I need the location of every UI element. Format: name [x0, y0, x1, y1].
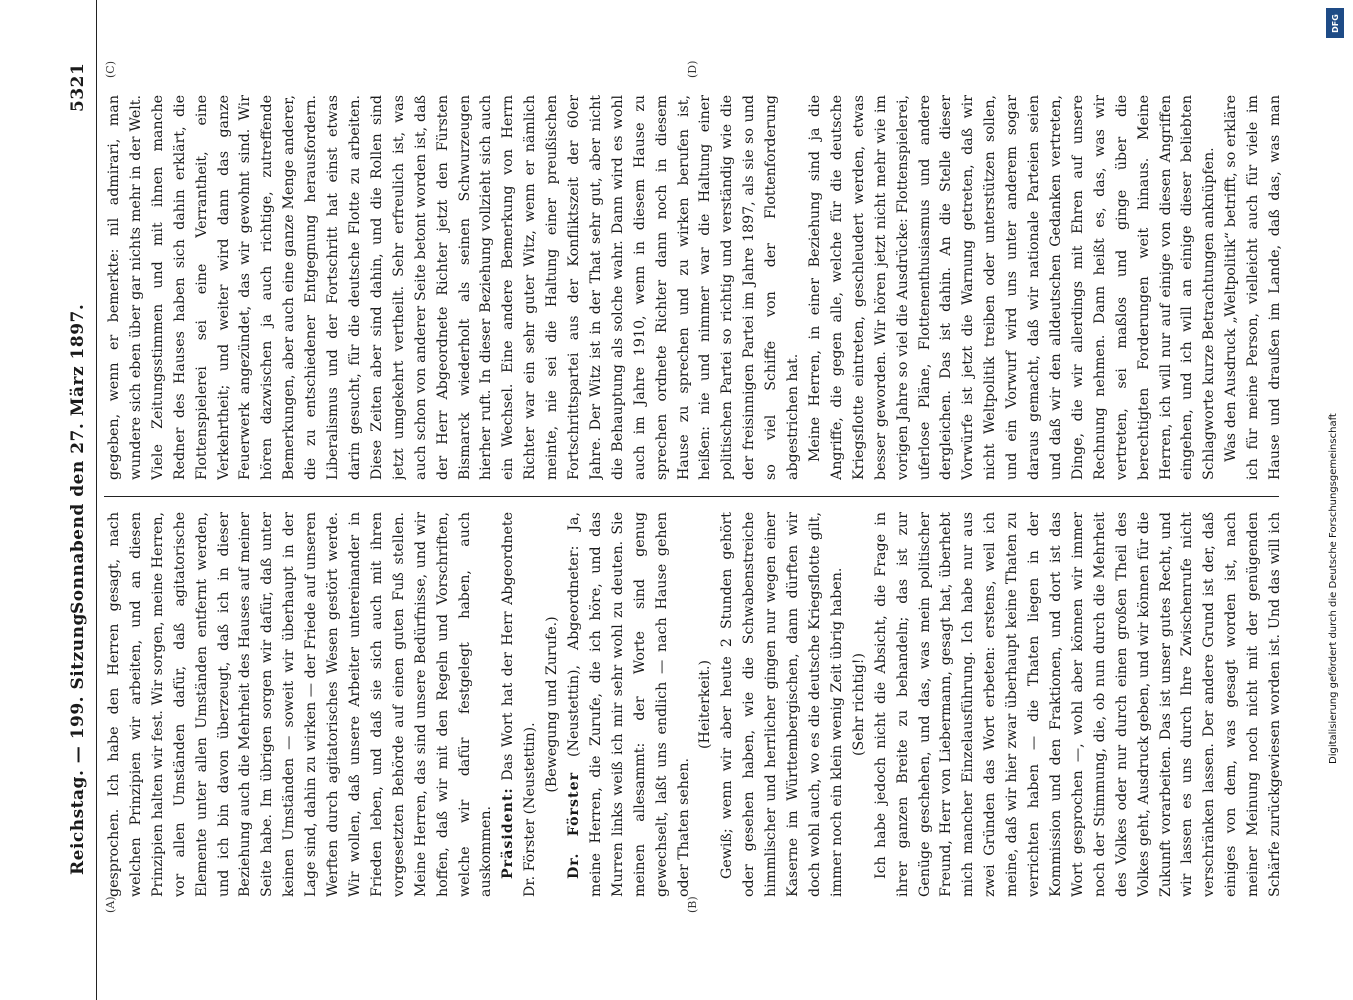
dfg-logo-text: DFG [1330, 13, 1340, 33]
stage-direction: (Bewegung und Zurufe.) [544, 616, 561, 793]
paragraph: Ich habe jedoch nicht die Absicht, die Frage in ihrer ganzen Breite zu behandeln; das ist zur Genüge geschehen, und das, was mein politischer Freund, Herr von Liebermann, gesagt hat, überhebt mich mancher Einzelausführung. Ich habe nur aus zwei Gründen das Wort erbeten: erstens, weil ich meine, daß wir hier zwar überhaupt keine Thaten zu verrichten haben — die Thaten liegen in der Kommission und den Fraktionen, und dort ist das Wort gesprochen —, wohl aber können wir immer noch der Stimmung, die, ob nun durch die Mehrheit des Volkes oder nur durch einen großen Theil des Volkes geht, Ausdruck geben, und wir können für die Zukunft vorarbeiten. Das ist unser gutes Recht, und wir lassen es uns durch Ihre Zwischenrufe nicht verschränken lassen. Der andere Grund ist der, daß einiges von dem, was gesagt worden ist, nach meiner Meinung noch nicht mit der genügenden Schärfe zurückgewiesen worden ist. Und das will ich [872, 512, 1284, 897]
margin-mark-b: (B) [686, 896, 699, 913]
paragraph [498, 512, 542, 897]
column-divider [104, 496, 1279, 497]
page-header [62, 0, 97, 1000]
right-text-column [104, 95, 1284, 480]
paragraph [564, 512, 695, 897]
paragraph: Meine Herren, in einer Beziehung sind ja die Angriffe, die gegen alle, welche für die deutsche Kriegsflotte eintreten, geschleudert werden, etwas besser geworden. Wir hören jetzt nicht mehr wie im vorigen Jahre so viel die Ausdrücke: Flottenspielerei, uferlose Pläne, Flottenenthusiasmus und andere dergleichen. Das ist dahin. An die Stelle dieser Vorwürfe ist jetzt die Warnung getreten, daß wir nicht Weltpolitik treiben oder unterstützen sollen, und ein Vorwurf wird uns unter anderem sogar daraus gemacht, daß wir nationale Parteien seien und daß wir den alldeutschen Gedanken vertreten, Dinge, die wir allerdings mit Ehren auf unsere Rechnung nehmen. Dann heißt es, das, was wir vertreten, sei maßlos und ginge über die berechtigten Forderungen weit hinaus. Meine Herren, ich will nur auf einige von diesen Angriffen eingehen, und ich will an einige dieser beliebten Schlagworte kurze Betrachtungen anknüpfen. [807, 95, 1218, 480]
stage-direction: (Sehr richtig!) [850, 652, 867, 757]
paragraph: Gewiß; wenn wir aber heute 2 Stunden gehört oder gesehen haben, wie die Schwabenstreiche himmlischer und herrlicher gingen nur wegen einer Kaserne im Württembergischen, dann dürften wir doch wohl auch, wo es die deutsche Kriegsflotte gilt, immer noch ein klein wenig Zeit übrig haben. [719, 512, 845, 897]
paragraph-text: Das Wort hat der Herr Abgeordnete Dr. Förster (Neustettin). [500, 512, 539, 897]
speaker-name: Dr. Förster [566, 771, 583, 879]
header-date: Sonnabend den 27. März 1897. [68, 303, 88, 614]
header-left-title: Reichstag. — 199. Sitzung. [68, 606, 88, 875]
margin-mark-c: (C) [104, 61, 117, 78]
page-number: 5321 [68, 62, 88, 112]
dfg-logo-icon [1326, 8, 1344, 38]
stage-direction: (Heiterkeit.) [697, 660, 714, 749]
margin-mark-d: (D) [686, 60, 699, 78]
paragraph: gesprochen. Ich habe den Herren gesagt, nach welchen Prinzipien wir arbeiten, und an diesen Prinzipien halten wir fest. Wir sorgen, meine Herren, vor allen Umständen dafür, daß agitatorische Elemente unter allen Umständen entfernt werden, und ich bin davon überzeugt, daß ich in dieser Beziehung auch die Mehrheit des Hauses auf meiner Seite habe. Im übrigen sorgen wir dafür, daß unter keinen Umständen — soweit wir überhaupt in der Lage sind, dahin zu wirken — der Friede auf unseren Werften durch agitatorisches Wesen gestört werde. Wir wollen, daß unsere Arbeiter untereinander in Frieden leben, und daß sie sich auch mit ihren vorgesetzten Behörde auf einen guten Fuß stellen. Meine Herren, das sind unsere Bedürfnisse, und wir hoffen, daß wir mit den Regeln und Vorschriften, welche wir dafür festgelegt haben, auch auskommen. [106, 512, 495, 897]
paragraph-text: (Neustettin), Abgeordneter: Ja, meine Herren, die Zurufe, die ich höre, und das Murren links weiß ich mir sehr wohl zu deuten. Sie meinen allesammt: der Worte sind genug gewechselt, laßt uns endlich — nach Hause gehen oder Thaten sehen. [566, 512, 692, 897]
margin-mark-a: (A) [104, 896, 117, 913]
paragraph: Was den Ausdruck „Weltpolitik“ betrifft, so erkläre ich für meine Person, vielleicht auch für viele im Hause und draußen im Lande, daß das, was man [1223, 95, 1284, 480]
digitization-sidebar [1322, 0, 1352, 1000]
speaker-name: Präsident: [500, 787, 517, 879]
paragraph: gegeben, wenn er bemerkte: nil admirari, man wundere sich eben über gar nichts mehr in der Welt. Viele Zeitungsstimmen und mit ihnen manche Redner des Hauses haben sich dahin erklärt, die Flottenspielerei sei eine Verrantheit, eine Verkehrtheit; und weiter wird dann das ganze Feuerwerk angezündet, das wir gewohnt sind. Wir hören dazwischen ja auch richtige, zutreffende Bemerkungen, aber auch eine ganze Menge anderer, die zu entschiedener Entgegnung herausfordern. Liberalismus und der Fortschritt hat einst etwas darin gesucht, für die deutsche Flotte zu arbeiten. Diese Zeiten aber sind dahin, und die Rollen sind jetzt umgekehrt vertheilt. Sehr erfreulich ist, was auch schon von anderer Seite betont worden ist, daß der Herr Abgeordnete Richter jetzt den Fürsten Bismarck wiederholt als seinen Schwurzeugen hierher ruft. In dieser Beziehung vollzieht sich auch ein Wechsel. Eine andere Bemerkung von Herrn Richter war ein sehr guter Witz, wenn er nämlich meinte, nie sei die Haltung einer preußischen Fortschrittspartei aus der Konfliktszeit der 60er Jahre. Der Witz ist in der That sehr gut, aber nicht die Behauptung als solche wahr. Dann wird es wohl auch im Jahre 1910, wenn in diesem Hause zu sprechen ordnete Richter dann noch in diesem Hause zu sprechen und zu wirken berufen ist, heißen: nie und nimmer war die Haltung einer politischen Partei so richtig und verständig wie die der freisinnigen Partei im Jahre 1897, als sie so und so viel Schiffe von der Flottenforderung abgestrichen hat. [106, 95, 802, 480]
digitization-note: Digitalisierung gefördert durch die Deutsche Forschungsgemeinschaft [1328, 413, 1339, 764]
left-text-column [104, 512, 1284, 897]
